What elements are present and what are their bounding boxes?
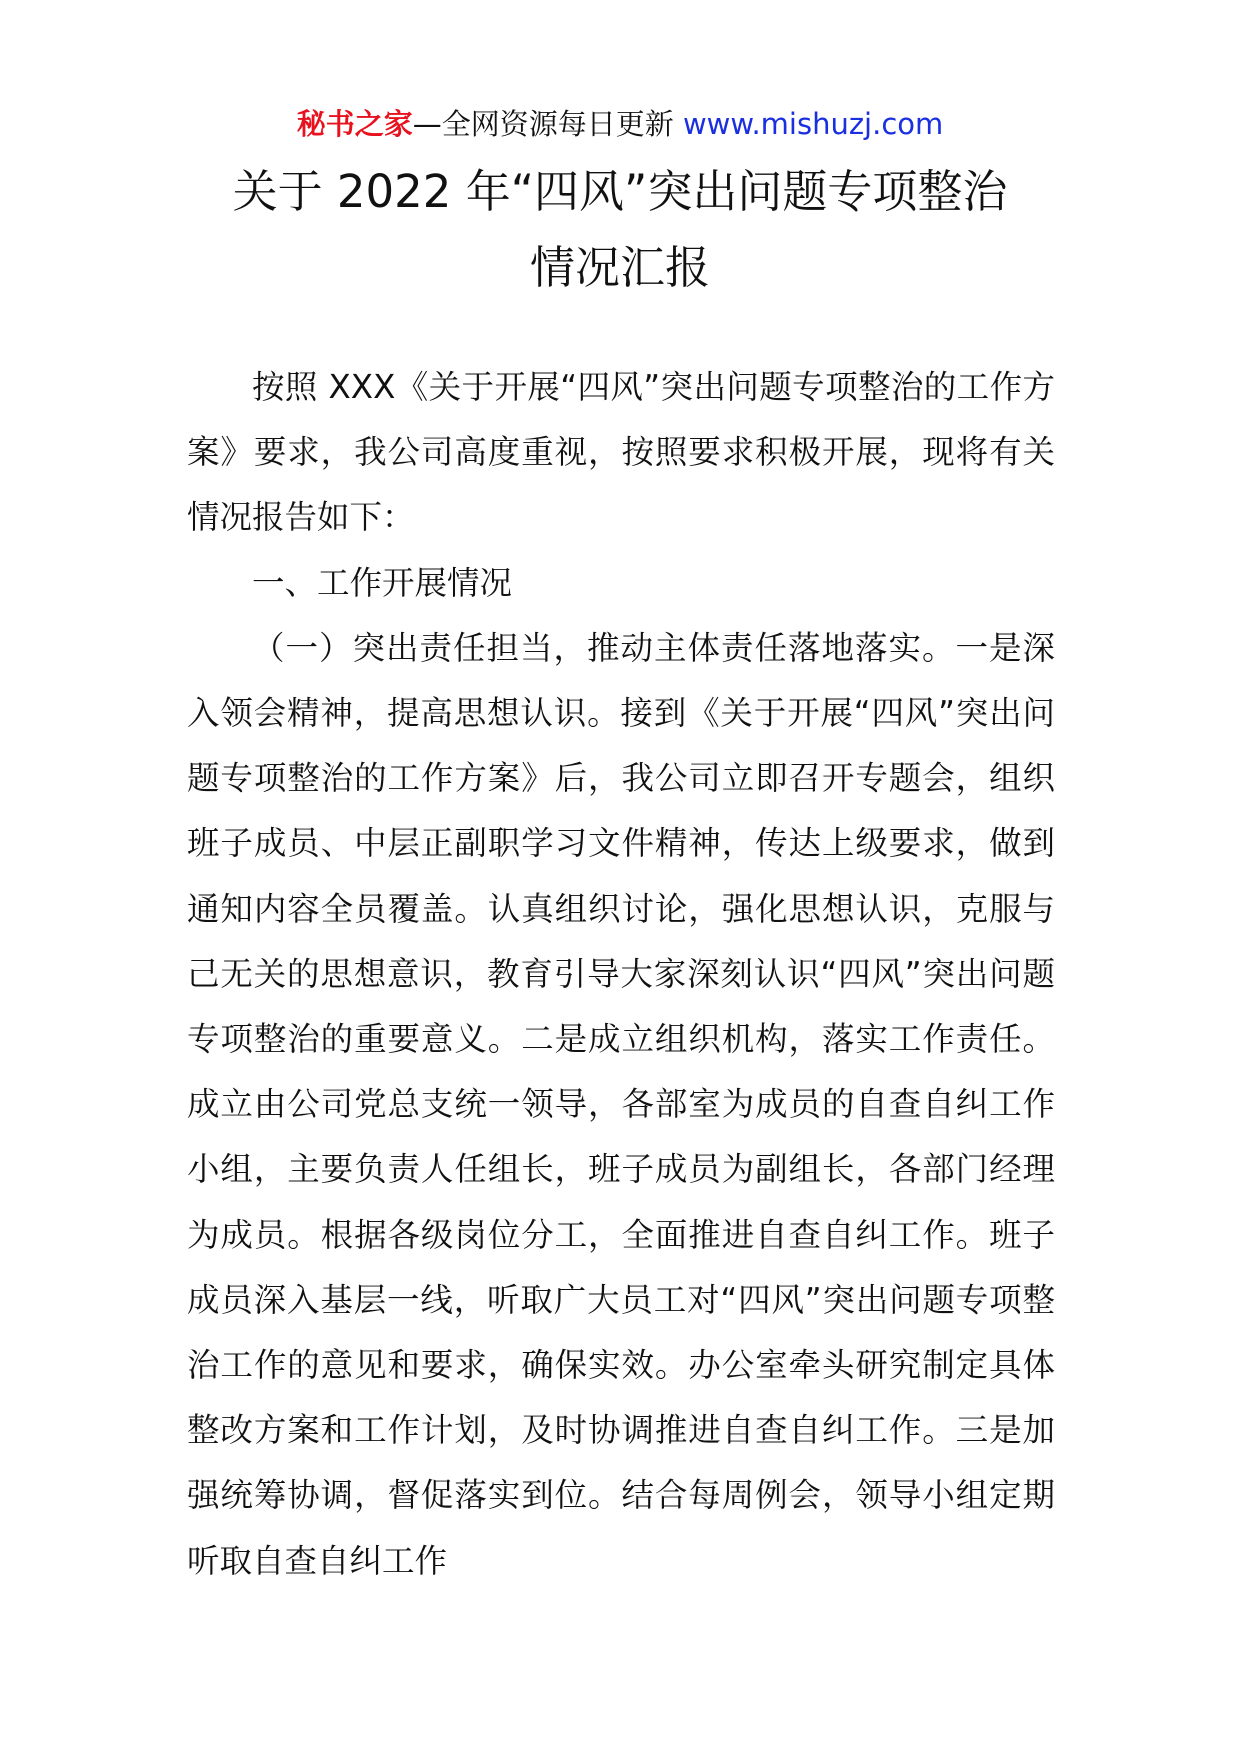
banner-tagline: —全网资源每日更新: [412, 107, 683, 141]
brand-name: 秘书之家: [296, 107, 413, 141]
title-line-1: 关于 2022 年“四风”突出问题专项整治: [232, 165, 1008, 218]
site-banner: [0, 102, 1240, 146]
body-paragraph: （一）突出责任担当，推动主体责任落地落实。一是深入领会精神，提高思想认识。接到《关于开展“四风”突出问题专项整治的工作方案》后，我公司立即召开专题会，组织班子成员、中层正副职学习文件精神，传达上级要求，做到通知内容全员覆盖。认真组织讨论，强化思想认识，克服与己无关的思想意识，教育引导大家深刻认识“四风”突出问题专项整治的重要意义。二是成立组织机构，落实工作责任。成立由公司党总支统一领导，各部室为成员的自查自纠工作小组，主要负责人任组长，班子成员为副组长，各部门经理为成员。根据各级岗位分工，全面推进自查自纠工作。班子成员深入基层一线，听取广大员工对“四风”突出问题专项整治工作的意见和要求，确保实效。办公室牵头研究制定具体整改方案和工作计划，及时协调推进自查自纠工作。三是加强统筹协调，督促落实到位。结合每周例会，领导小组定期听取自查自纠工作: [187, 628, 1055, 1580]
intro-paragraph: 按照 XXX《关于开展“四风”突出问题专项整治的工作方案》要求，我公司高度重视，按照要求积极开展，现将有关情况报告如下：: [187, 368, 1055, 537]
document-title: [0, 154, 1240, 306]
title-line-2: 情况汇报: [529, 241, 710, 294]
site-url-link[interactable]: www.mishuzj.com: [682, 107, 944, 141]
section-heading: 一、工作开展情况: [252, 563, 513, 602]
document-body: [187, 355, 1055, 1594]
